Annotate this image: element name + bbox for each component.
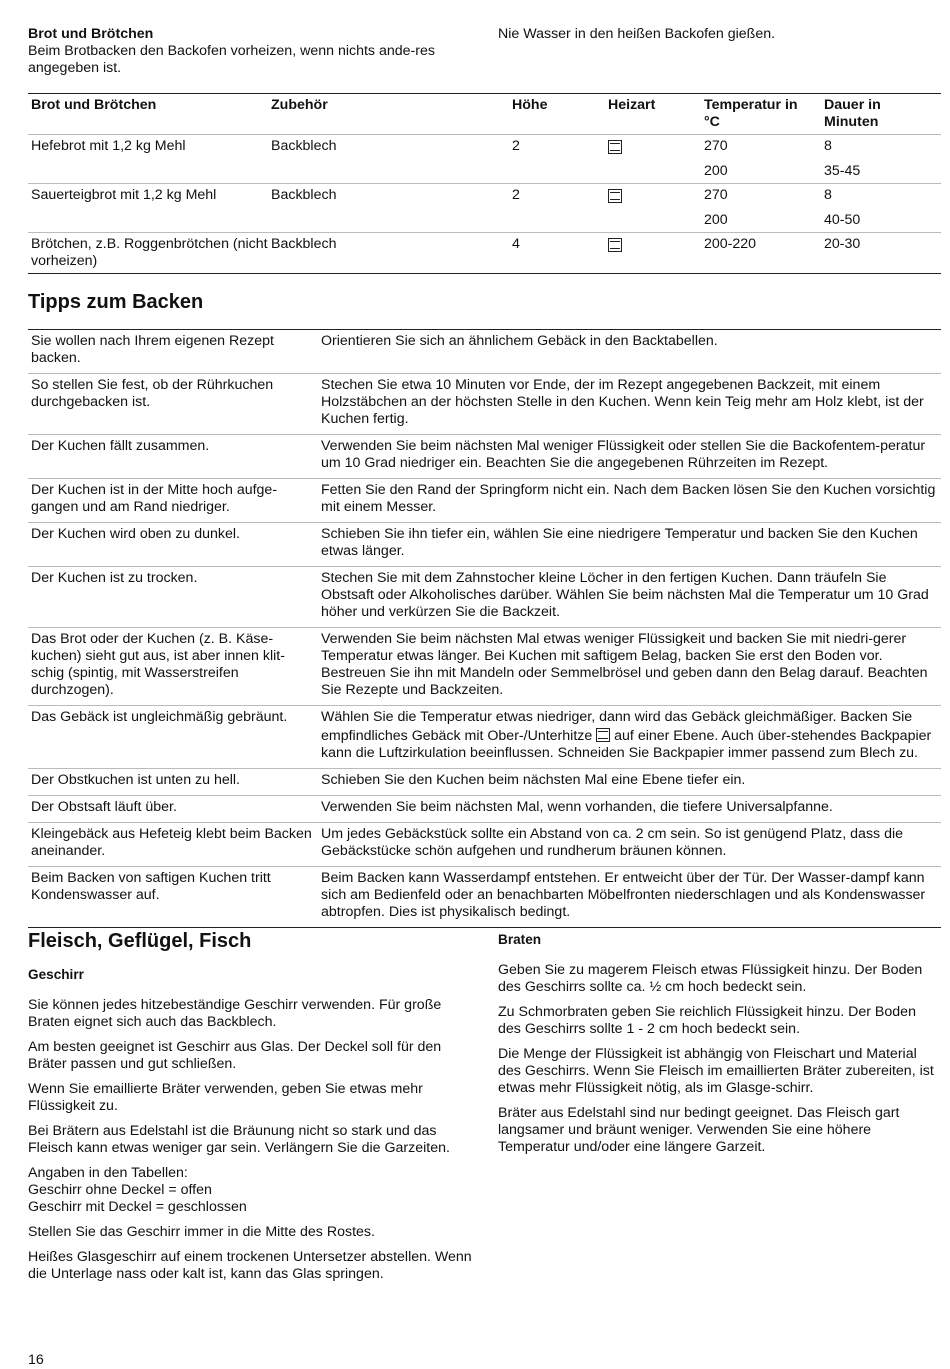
oven-top-bottom-heat-icon xyxy=(608,189,622,203)
cell-heating xyxy=(605,135,701,161)
tip-solution: Verwenden Sie beim nächsten Mal etwas weniger Flüssigkeit und backen Sie mit niedri-gerer Temperatur etwas länger. Bei Kuchen mit saftigem Belag, backen Sie erst den Boden vor. Bestreuen Sie ihn mit Mandeln oder Semmelbrösel und geben dann den Belag darauf. Beachten Sie Rezepte und Backzeiten. xyxy=(321,631,928,698)
cell-temperature: 200-220 xyxy=(701,233,821,274)
table-row xyxy=(28,567,941,628)
table-row xyxy=(28,233,941,274)
table-note-line: Geschirr ohne Deckel = offen xyxy=(28,1182,212,1198)
cell-level: 4 xyxy=(509,233,605,274)
meat-section-title: Fleisch, Geflügel, Fisch xyxy=(28,930,252,952)
tip-problem: Der Kuchen ist zu trocken. xyxy=(31,570,198,586)
paragraph: Bräter aus Edelstahl sind nur bedingt geeignet. Das Fleisch gart langsamer und bräunt weniger. Verwenden Sie eine höhere Temperatur und/oder eine längere Garzeit. xyxy=(498,1105,900,1155)
table-row xyxy=(28,706,941,769)
tip-problem: Das Gebäck ist ungleichmäßig gebräunt. xyxy=(31,709,288,725)
paragraph: Stellen Sie das Geschirr immer in die Mitte des Rostes. xyxy=(28,1224,375,1240)
paragraph: Bei Brätern aus Edelstahl ist die Bräunung nicht so stark und das Fleisch kann etwas weniger gar sein. Verlängern Sie die Garzeiten. xyxy=(28,1123,450,1156)
col-header-level: Höhe xyxy=(509,94,605,135)
cell-temperature: 200 xyxy=(701,160,821,184)
paragraph: Am besten geeignet ist Geschirr aus Glas. Der Deckel soll für den Bräter passen und gut schließen. xyxy=(28,1039,442,1072)
tip-solution: Schieben Sie den Kuchen beim nächsten Mal eine Ebene tiefer ein. xyxy=(321,772,746,788)
cell-item: Hefebrot mit 1,2 kg Mehl xyxy=(31,138,186,154)
table-row xyxy=(28,435,941,479)
table-row xyxy=(28,523,941,567)
cell-duration: 8 xyxy=(824,138,832,154)
tip-solution: Stechen Sie mit dem Zahnstocher kleine Löcher in den fertigen Kuchen. Dann träufeln Sie Obstsaft oder Alkoholisches darüber. Wählen Sie beim nächsten Mal die Temperatur um 10 Grad höher und verkürzen Sie die Backzeit. xyxy=(321,570,929,620)
col-header-temperature: Temperatur in °C xyxy=(701,94,821,135)
water-warning: Nie Wasser in den heißen Backofen gießen. xyxy=(498,26,776,42)
cell-duration: 8 xyxy=(824,187,832,203)
cell-level: 2 xyxy=(512,138,520,154)
tip-problem: Kleingebäck aus Hefeteig klebt beim Backen aneinander. xyxy=(31,826,312,859)
bread-table-header xyxy=(28,94,941,135)
paragraph: Sie können jedes hitzebeständige Geschirr verwenden. Für große Braten eignet sich auch das Backblech. xyxy=(28,997,442,1030)
table-row xyxy=(28,330,941,374)
bread-intro xyxy=(28,26,468,77)
tip-solution: Verwenden Sie beim nächsten Mal, wenn vorhanden, die tiefere Universalpfanne. xyxy=(321,799,833,815)
tip-solution: Um jedes Gebäckstück sollte ein Abstand von ca. 2 cm sein. So ist genügend Platz, dass die Gebäckstücke schön aufgehen und rundherum bräunen können. xyxy=(321,826,904,859)
cell-accessory: Backblech xyxy=(268,233,509,274)
cell-item: Sauerteigbrot mit 1,2 kg Mehl xyxy=(31,187,217,203)
bread-table xyxy=(28,93,941,274)
cell-duration: 35-45 xyxy=(821,160,941,184)
tip-problem: Der Obstsaft läuft über. xyxy=(31,799,177,815)
tip-solution-part1: Wählen Sie die Temperatur etwas niedriger, dann wird das Gebäck gleichmäßiger. Backen Sie empfindliches Gebäck mit Ober-/Unterhitze xyxy=(321,709,913,744)
tips-table xyxy=(28,329,941,928)
tip-problem: So stellen Sie fest, ob der Rührkuchen durchgebacken ist. xyxy=(31,377,274,410)
bread-intro-text: Beim Brotbacken den Backofen vorheizen, wenn nichts ande-res angegeben ist. xyxy=(28,43,435,76)
geschirr-heading: Geschirr xyxy=(28,967,84,982)
tip-problem: Das Brot oder der Kuchen (z. B. Käse-kuchen) sieht gut aus, ist aber innen klit-schig (spintig, mit Wasserstreifen durchzogen). xyxy=(31,631,285,698)
table-note-line: Angaben in den Tabellen: xyxy=(28,1165,188,1181)
cell-level: 2 xyxy=(512,187,520,203)
tip-problem: Der Kuchen ist in der Mitte hoch aufge-gangen und am Rand niedriger. xyxy=(31,482,278,515)
bread-intro-heading: Brot und Brötchen xyxy=(28,26,154,42)
tip-solution: Orientieren Sie sich an ähnlichem Gebäck in den Backtabellen. xyxy=(321,333,718,349)
table-row xyxy=(28,135,941,161)
oven-top-bottom-heat-icon xyxy=(596,728,610,742)
paragraph: Die Menge der Flüssigkeit ist abhängig von Fleischart und Material des Geschirrs. Wenn Sie Fleisch im emaillierten Bräter zubereiten, ist etwas mehr Flüssigkeit nötig, als im Glasge-schirr. xyxy=(498,1046,934,1096)
tip-problem: Sie wollen nach Ihrem eigenen Rezept backen. xyxy=(31,333,274,366)
table-row xyxy=(28,184,941,210)
oven-top-bottom-heat-icon xyxy=(608,238,622,252)
paragraph: Wenn Sie emaillierte Bräter verwenden, geben Sie etwas mehr Flüssigkeit zu. xyxy=(28,1081,423,1114)
tip-problem: Beim Backen von saftigen Kuchen tritt Kondenswasser auf. xyxy=(31,870,271,903)
cell-temperature: 270 xyxy=(704,187,728,203)
paragraph: Heißes Glasgeschirr auf einem trockenen Untersetzer abstellen. Wenn die Unterlage nass oder kalt ist, kann das Glas springen. xyxy=(28,1249,472,1282)
table-note-line: Geschirr mit Deckel = geschlossen xyxy=(28,1199,247,1215)
col-header-heating: Heizart xyxy=(605,94,701,135)
table-row xyxy=(28,769,941,796)
tip-problem: Der Obstkuchen ist unten zu hell. xyxy=(31,772,240,788)
tip-solution: Schieben Sie ihn tiefer ein, wählen Sie eine niedrigere Temperatur und backen Sie den Kuchen etwas länger. xyxy=(321,526,918,559)
tip-solution: Fetten Sie den Rand der Springform nicht ein. Nach dem Backen lösen Sie den Kuchen vorsichtig mit einem Messer. xyxy=(321,482,936,515)
table-row xyxy=(28,823,941,867)
cell-accessory: Backblech xyxy=(271,187,337,203)
cell-duration: 40-50 xyxy=(821,209,941,233)
col-header-item: Brot und Brötchen xyxy=(28,94,268,135)
tip-solution xyxy=(318,706,941,769)
table-note xyxy=(28,1165,478,1216)
braten-section xyxy=(498,931,938,1164)
tip-problem: Der Kuchen wird oben zu dunkel. xyxy=(31,526,240,542)
cell-item: Brötchen, z.B. Roggenbrötchen (nicht vorheizen) xyxy=(28,233,268,274)
table-row xyxy=(28,209,941,233)
cell-heating xyxy=(605,233,701,274)
paragraph: Zu Schmorbraten geben Sie reichlich Flüssigkeit hinzu. Der Boden des Geschirrs sollte 1 - 2 cm hoch bedeckt sein. xyxy=(498,1004,916,1037)
table-row xyxy=(28,867,941,928)
cell-temperature: 270 xyxy=(704,138,728,154)
table-row xyxy=(28,479,941,523)
table-row xyxy=(28,796,941,823)
table-row xyxy=(28,160,941,184)
cell-accessory: Backblech xyxy=(271,138,337,154)
tip-solution: Stechen Sie etwa 10 Minuten vor Ende, der im Rezept angegebenen Backzeit, mit einem Holzstäbchen an der höchsten Stelle in den Kuchen. Wenn kein Teig mehr am Holz klebt, ist der Kuchen fertig. xyxy=(321,377,924,427)
cell-duration: 20-30 xyxy=(821,233,941,274)
cell-temperature: 200 xyxy=(701,209,821,233)
cell-heating xyxy=(605,184,701,210)
braten-heading: Braten xyxy=(498,932,542,947)
table-row xyxy=(28,374,941,435)
geschirr-section xyxy=(28,966,478,1291)
col-header-accessory: Zubehör xyxy=(268,94,509,135)
tip-solution-part2: auf einer Ebene. Auch über-stehendes Backpapier kann die Luftzirkulation beeinflussen. Schneiden Sie Backpapier immer passend zum Blech zu. xyxy=(321,728,932,761)
paragraph: Geben Sie zu magerem Fleisch etwas Flüssigkeit hinzu. Der Boden des Geschirrs sollte ca. ½ cm hoch bedeckt sein. xyxy=(498,962,923,995)
oven-top-bottom-heat-icon xyxy=(608,140,622,154)
page-number: 16 xyxy=(28,1352,44,1368)
tip-problem: Der Kuchen fällt zusammen. xyxy=(31,438,210,454)
tips-title: Tipps zum Backen xyxy=(28,291,204,313)
tip-solution: Verwenden Sie beim nächsten Mal weniger Flüssigkeit oder stellen Sie die Backofentem-peratur um 10 Grad niedriger ein. Beachten Sie die angegebenen Rührzeiten im Rezept. xyxy=(321,438,926,471)
tip-solution: Beim Backen kann Wasserdampf entstehen. Er entweicht über der Tür. Der Wasser-dampf kann sich am Bedienfeld oder an benachbarten Möbelfronten niederschlagen und als Kondenswasser abtropfen. Dies ist physikalisch bedingt. xyxy=(321,870,926,920)
table-row xyxy=(28,628,941,706)
col-header-duration: Dauer in Minuten xyxy=(821,94,941,135)
